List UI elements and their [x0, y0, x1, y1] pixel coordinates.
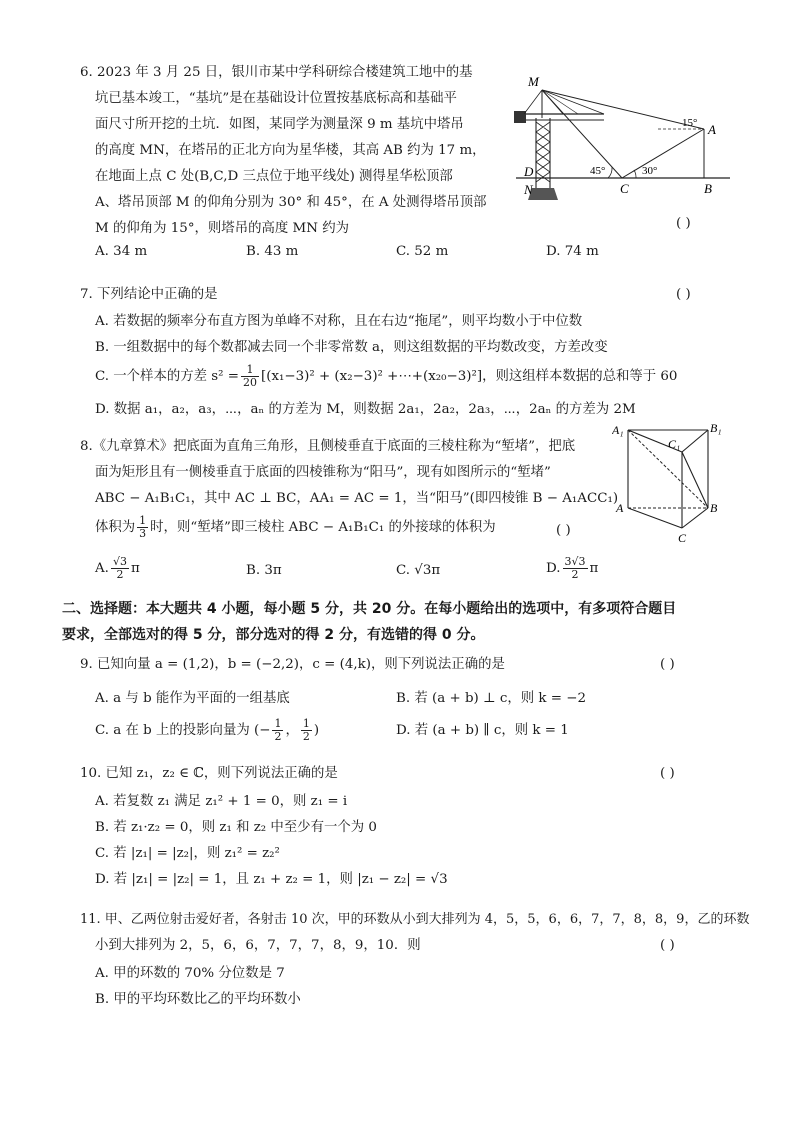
q6-line: 坑已基本竣工，“基坑”是在基础设计位置按基底标高和基础平: [95, 91, 457, 106]
q11-line1: 11. 甲、乙两位射击爱好者，各射击 10 次，甲的环数从小到大排列为 4，5，5，6，6，7，7，8，8，9，乙的环数: [80, 912, 750, 927]
angle-15-label: 15°: [682, 117, 698, 129]
q9-option-a: A. a 与 b 能作为平面的一组基底: [95, 691, 290, 706]
q7-c-post: [(x₁−3)² + (x₂−3)² +⋯+(x₂₀−3)²]，则这组样本数据的总和等于 60: [261, 369, 678, 384]
q6-answer-paren: ( ): [676, 216, 691, 231]
q6-option-d: D. 74 m: [546, 244, 599, 259]
q7-answer-paren: ( ): [676, 287, 691, 302]
label-C: C: [678, 531, 687, 545]
fraction: $\frac{1}{3}$: [139, 514, 147, 540]
q7-option-d: D. 数据 a₁，a₂，a₃，⋯，aₙ 的方差为 M，则数据 2a₁，2a₂，2a₃，⋯，2aₙ 的方差为 2M: [95, 402, 636, 417]
q6-line: 的高度 MN，在塔吊的正北方向为星华楼，其高 AB 约为 17 m，: [95, 143, 486, 158]
q7-option-b: B. 一组数据中的每个数都减去同一个非零常数 a，则这组数据的平均数改变，方差改变: [95, 340, 608, 355]
q6-option-c: C. 52 m: [396, 244, 449, 259]
q8-line: 8.《九章算术》把底面为直角三角形，且侧棱垂直于底面的三棱柱称为“堑堵”，把底: [80, 439, 576, 454]
q11-option-a: A. 甲的环数的 70% 分位数是 7: [95, 966, 285, 981]
prism-figure: [612, 420, 730, 548]
q9-answer-paren: ( ): [660, 657, 675, 672]
q11-answer-paren: ( ): [660, 938, 675, 953]
q8-option-b: B. 3π: [246, 563, 282, 578]
label-A1: A₁: [612, 423, 624, 437]
q10-option-a: A. 若复数 z₁ 满足 z₁² + 1 = 0，则 z₁ = i: [95, 794, 348, 809]
q7-option-a: A. 若数据的频率分布直方图为单峰不对称，且在右边“拖尾”，则平均数小于中位数: [95, 314, 583, 329]
q10-option-d: D. 若 |z₁| = |z₂| = 1，且 z₁ + z₂ = 1，则 |z₁ − z₂| = √3: [95, 872, 448, 887]
q10-option-b: B. 若 z₁·z₂ = 0，则 z₁ 和 z₂ 中至少有一个为 0: [95, 820, 377, 835]
fraction: $\frac{1}{2}$: [274, 717, 282, 743]
q8-line: ABC − A₁B₁C₁，其中 AC ⊥ BC，AA₁ = AC = 1，当“阳马”(即四棱锥 B − A₁ACC₁): [95, 491, 619, 506]
label-B: B: [704, 181, 712, 196]
label-M: M: [528, 74, 539, 89]
label-C1: C₁: [668, 437, 681, 451]
section-2-heading-cont: 要求，全部选对的得 5 分，部分选对的得 2 分，有选错的得 0 分。: [62, 627, 485, 643]
question-6: [80, 60, 510, 242]
q9-option-d: D. 若 (a + b) ∥ c，则 k = 1: [396, 723, 569, 738]
angle-45-label: 45°: [590, 165, 606, 177]
question-8: [80, 434, 619, 544]
q8-line4-pre: 体积为: [95, 520, 136, 535]
q9-stem: 9. 已知向量 a = (1,2)，b = (−2,2)，c = (4,k)，则下列说法正确的是: [80, 657, 505, 672]
q10-option-c: C. 若 |z₁| = |z₂|，则 z₁² = z₂²: [95, 846, 280, 861]
q11-option-b: B. 甲的平均环数比乙的平均环数小: [95, 992, 301, 1007]
q8-option-a: A. $\frac{√3}{2}$ π: [95, 555, 140, 581]
q7-c-pre: C. 一个样本的方差 s² =: [95, 369, 239, 384]
crane-figure: [508, 70, 730, 210]
q9-option-b: B. 若 (a + b) ⊥ c，则 k = −2: [396, 691, 586, 706]
angle-30-label: 30°: [642, 165, 658, 177]
q8-line4: [80, 512, 610, 544]
q6-line: 面尺寸所开挖的土坑．如图，某同学为测量深 9 m 基坑中塔吊: [95, 117, 464, 132]
label-D: D: [524, 164, 534, 179]
fraction: $\frac{√3}{2}$: [112, 555, 127, 581]
q7-stem: 7. 下列结论中正确的是: [80, 287, 218, 302]
q8-answer-paren: ( ): [556, 523, 571, 538]
section-2-heading: 二、选择题：本大题共 4 小题，每小题 5 分，共 20 分。在每小题给出的选项中，有多项符合题目: [62, 601, 677, 617]
label-A: A: [708, 122, 716, 137]
label-C: C: [620, 181, 629, 196]
label-A: A: [616, 501, 624, 515]
label-B: B: [710, 501, 718, 515]
q6-line: 6. 2023 年 3 月 25 日，银川市某中学科研综合楼建筑工地中的基: [80, 65, 473, 80]
q8-option-c: C. √3π: [396, 563, 441, 578]
fraction: $\frac{1}{2}$: [302, 717, 310, 743]
q6-option-a: A. 34 m: [95, 244, 148, 259]
q10-answer-paren: ( ): [660, 766, 675, 781]
q6-option-b: B. 43 m: [246, 244, 299, 259]
label-N: N: [524, 182, 533, 197]
q10-stem: 10. 已知 z₁，z₂ ∈ ℂ，则下列说法正确的是: [80, 766, 338, 781]
q6-line: A、塔吊顶部 M 的仰角分别为 30° 和 45°，在 A 处测得塔吊顶部: [95, 195, 487, 210]
q6-line: 在地面上点 C 处(B,C,D 三点位于地平线处) 测得星华松顶部: [95, 169, 453, 184]
q8-option-d: D. $\frac{3√3}{2}$ π: [546, 555, 599, 581]
fraction: $\frac{1}{20}$: [243, 363, 257, 389]
q8-line: 面为矩形且有一侧棱垂直于底面的四棱锥称为“阳马”，现有如图所示的“堑堵”: [95, 465, 551, 480]
fraction: $\frac{3√3}{2}$: [564, 555, 586, 581]
q6-line: M 的仰角为 15°，则塔吊的高度 MN 约为: [95, 221, 349, 236]
label-B1: B₁: [710, 421, 722, 435]
q9-option-c: C. a 在 b 上的投影向量为 (− $\frac{1}{2}$ ， $\frac{1}{2}$ ): [95, 717, 320, 743]
q8-line4-post: 时，则“堑堵”即三棱柱 ABC − A₁B₁C₁ 的外接球的体积为: [150, 520, 496, 535]
q7-option-c: [95, 364, 677, 390]
q11-line2: 小到大排列为 2，5，6，6，7，7，7，8，9，10．则: [95, 938, 421, 953]
